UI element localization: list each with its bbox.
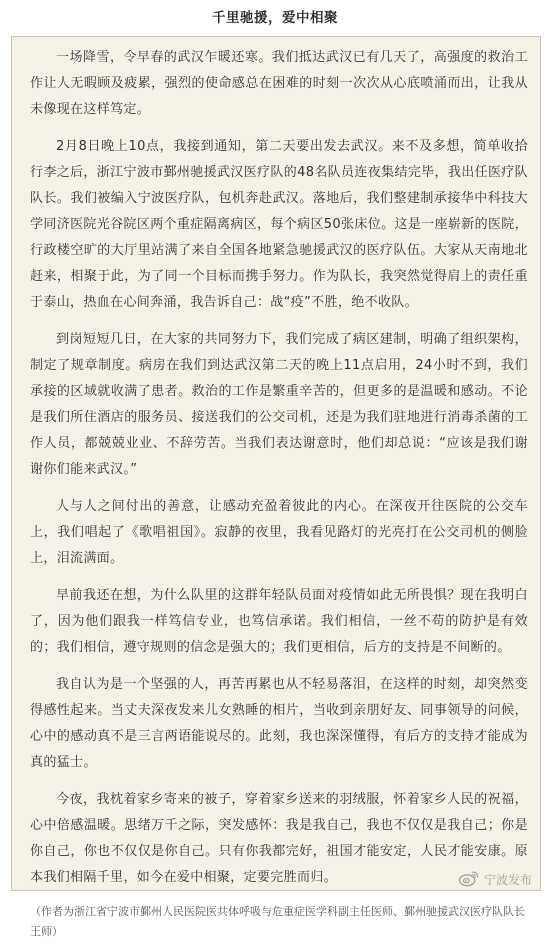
article-paragraph-6: 我自认为是一个坚强的人，再苦再累也从不轻易落泪，在这样的时刻，却突然变得感性起来。当丈夫深夜发来儿女熟睡的相片，当收到亲朋好友、同事领导的问候，心中的感动真不是三言两语能说尽的。此刻，我也深深懂得，有后方的支持才能成为真的猛士。 bbox=[30, 677, 528, 770]
article-paragraph-3: 到岗短短几日，在大家的共同努力下，我们完成了病区建制，明确了组织架构，制定了规章制度。病房在我们到达武汉第二天的晚上11点启用，24小时不到，我们承接的区域就收满了患者。救治的工作是繁重辛苦的，但更多的是温暖和感动。不论是我们所住酒店的服务员、接送我们的公交司机，还是为我们驻地进行消毒杀菌的工作人员，都兢兢业业、不辞劳苦。当我们表达谢意时，他们却总说：“应该是我们谢谢你们能来武汉。” bbox=[30, 332, 528, 477]
article-paragraph-1: 一场降雪，令早春的武汉乍暖还寒。我们抵达武汉已有几天了，高强度的救治工作让人无暇顾及疲累，强烈的使命感总在困难的时刻一次次从心底喷涌而出，让我从未像现在这样笃定。 bbox=[30, 50, 528, 117]
source-watermark bbox=[458, 869, 532, 890]
article-body bbox=[11, 36, 541, 938]
article-paragraph-7: 今夜，我枕着家乡寄来的被子，穿着家乡送来的羽绒服，怀着家乡人民的祝福，心中倍感温暖。思绪万千之际，突发感怀：我是我自己，我也不仅仅是我自己；你是你自己，你也不仅仅是你自己。只有你我都完好，祖国才能安定，人民才能安康。原本我们相隔千里，如今在爱中相聚，定要完胜而归。 bbox=[30, 792, 528, 885]
article-title: 千里驰援，爱中相聚 bbox=[212, 10, 338, 26]
weibo-icon bbox=[458, 869, 480, 890]
watermark-text: 宁波发布 bbox=[483, 873, 532, 887]
article-paragraph-5: 早前我还在想，为什么队里的这群年轻队员面对疫情如此无所畏惧？现在我明白了，因为他们跟我一样笃信专业，也笃信承诺。我们相信，一丝不苟的防护是有效的；我们相信，遵守规则的信念是强大的；我们更相信，后方的支持是不间断的。 bbox=[30, 588, 528, 655]
author-byline: （作者为浙江省宁波市鄞州人民医院医共体呼吸与危重症医学科副主任医师、鄞州驰援武汉医疗队队长王师） bbox=[30, 905, 525, 938]
article-paragraph-4: 人与人之间付出的善意，让感动充盈着彼此的内心。在深夜开往医院的公交车上，我们唱起了《歌唱祖国》。寂静的夜里，我看见路灯的光亮打在公交司机的侧脸上，泪流满面。 bbox=[30, 499, 528, 566]
article-paragraph-2: 2月8日晚上10点，我接到通知，第二天要出发去武汉。来不及多想，简单收拾行李之后，浙江宁波市鄞州驰援武汉医疗队的48名队员连夜集结完毕，我出任医疗队队长。我们被编入宁波医疗队，包机奔赴武汉。落地后，我们整建制承接华中科技大学同济医院光谷院区两个重症隔离病区，每个病区50张床位。这是一座崭新的医院，行政楼空旷的大厅里站满了来自全国各地紧急驰援武汉的医疗队伍。大家从天南地北赶来，相聚于此，为了同一个目标而携手努力。作为队长，我突然觉得肩上的责任重于泰山，热血在心间奔涌，我告诉自己：战“疫”不胜，绝不收队。 bbox=[30, 139, 528, 310]
